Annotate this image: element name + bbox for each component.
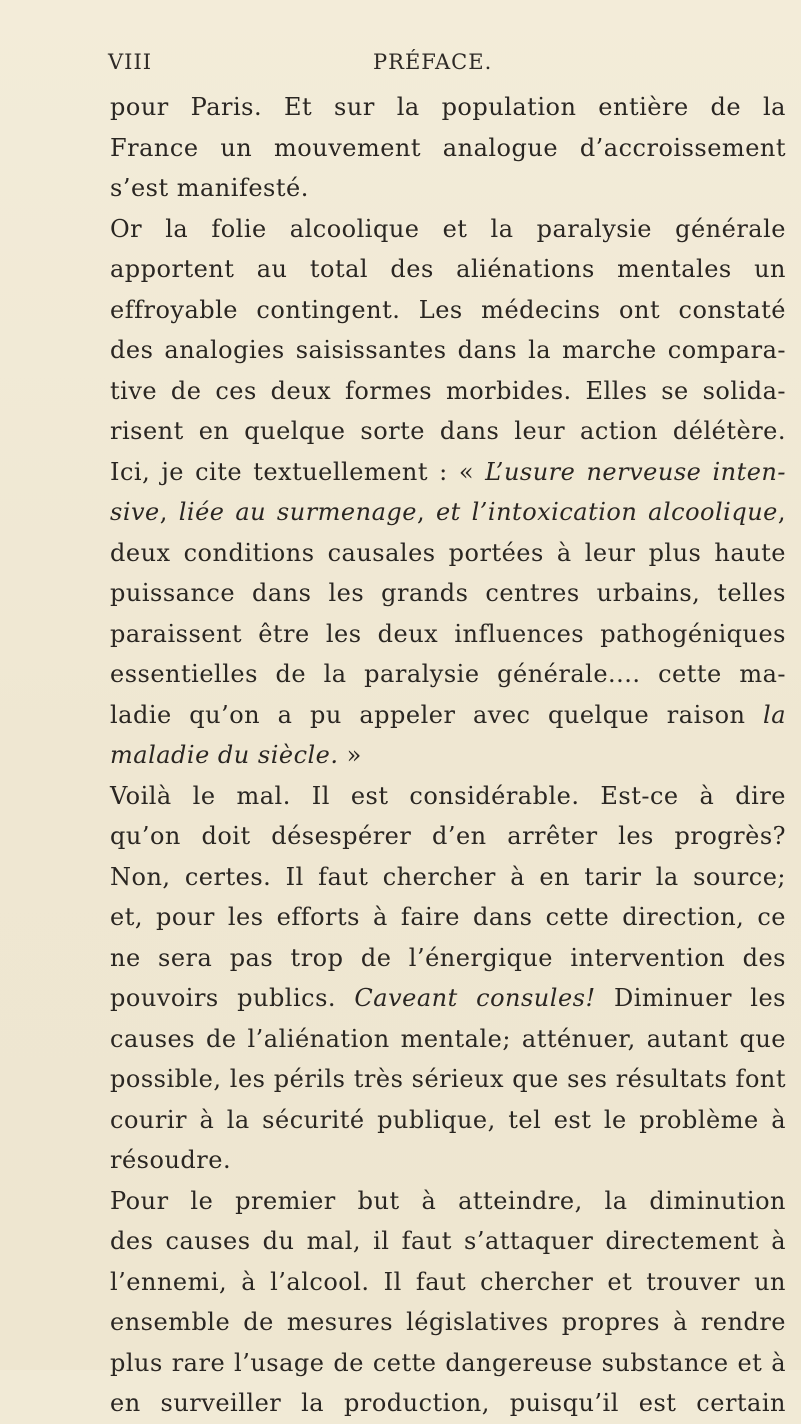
italic-text-segment: et l’intoxication alcoolique xyxy=(435,498,778,526)
text-segment: des causes du mal, il faut s’attaquer directement à xyxy=(110,1227,786,1255)
text-segment: plus rare l’usage de cette dangereuse substance et à xyxy=(110,1348,786,1377)
page-header xyxy=(108,50,798,80)
text-segment: ensemble de mesures législatives propres à rendre xyxy=(110,1308,786,1336)
page-number: VIII xyxy=(108,50,153,74)
text-segment: l’ennemi, à l’alcool. Il faut chercher et trouver un xyxy=(110,1267,786,1296)
text-line xyxy=(110,87,786,128)
text-segment: essentielles de la paralysie générale.... cette ma- xyxy=(110,660,786,688)
italic-text-segment: la xyxy=(763,700,786,729)
text-line xyxy=(110,938,786,979)
text-line xyxy=(110,411,786,452)
text-line xyxy=(110,614,786,655)
text-segment: et, pour les efforts à faire dans cette direction, ce xyxy=(110,903,786,931)
text-line xyxy=(110,1262,786,1303)
text-line xyxy=(110,654,786,695)
text-line xyxy=(110,290,786,331)
text-line xyxy=(110,978,786,1019)
text-line xyxy=(110,1302,786,1343)
italic-text-segment: liée au surmenage xyxy=(178,498,417,526)
italic-text-segment: maladie du siècle. xyxy=(110,741,339,769)
italic-text-segment: Caveant consules! xyxy=(354,984,596,1012)
text-segment: paraissent être les deux influences pathogéniques xyxy=(110,619,786,648)
text-segment: pour Paris. Et sur la population entière de la xyxy=(110,93,786,121)
text-line xyxy=(110,209,786,250)
text-segment: Or la folie alcoolique et la paralysie générale xyxy=(110,214,786,243)
text-segment: causes de l’aliénation mentale; atténuer, autant que xyxy=(110,1024,786,1053)
text-line xyxy=(110,1019,786,1060)
text-segment: s’est manifesté. xyxy=(110,174,309,202)
text-line xyxy=(110,330,786,371)
text-segment: des analogies saisissantes dans la marche compara- xyxy=(110,336,786,364)
text-segment: , xyxy=(416,498,436,526)
text-segment: ladie qu’on a pu appeler avec quelque raison xyxy=(110,700,764,729)
text-line xyxy=(110,1100,786,1141)
text-segment: résoudre. xyxy=(110,1146,232,1174)
text-line xyxy=(110,492,786,533)
body-text xyxy=(110,87,786,1424)
text-segment: Non, certes. Il faut chercher à en tarir la source; xyxy=(110,862,786,891)
text-line xyxy=(110,1221,786,1262)
text-line xyxy=(110,1181,786,1222)
text-line xyxy=(110,452,786,493)
italic-text-segment: L’usure nerveuse inten- xyxy=(485,457,786,486)
text-line xyxy=(110,533,786,574)
text-line xyxy=(110,897,786,938)
text-line xyxy=(110,371,786,412)
text-segment: , xyxy=(159,498,179,526)
text-line xyxy=(110,1383,786,1424)
text-segment: possible, les périls très sérieux que ses résultats font xyxy=(110,1065,786,1093)
text-segment: , xyxy=(777,498,787,526)
text-line xyxy=(110,816,786,857)
text-line xyxy=(110,857,786,898)
text-segment: en surveiller la production, puisqu’il est certain xyxy=(110,1389,786,1417)
text-line xyxy=(110,1343,786,1384)
text-line xyxy=(110,1059,786,1100)
running-head: PRÉFACE. xyxy=(373,50,493,74)
text-line xyxy=(110,1140,786,1181)
text-segment: Diminuer les xyxy=(595,984,786,1012)
text-segment: ne sera pas trop de l’énergique intervention des xyxy=(110,943,786,972)
text-segment: Pour le premier but à atteindre, la diminution xyxy=(110,1186,786,1215)
text-segment: apportent au total des aliénations mentales un xyxy=(110,255,786,283)
text-segment: Ici, je cite textuellement : « xyxy=(110,457,486,486)
text-line xyxy=(110,695,786,736)
text-segment: pouvoirs publics. xyxy=(110,984,355,1012)
text-segment: effroyable contingent. Les médecins ont constaté xyxy=(110,295,786,324)
text-line xyxy=(110,573,786,614)
text-line xyxy=(110,735,786,776)
text-segment: deux conditions causales portées à leur plus haute xyxy=(110,538,786,567)
italic-text-segment: sive xyxy=(110,498,160,526)
text-segment: courir à la sécurité publique, tel est le problème à xyxy=(110,1105,786,1134)
text-segment: qu’on doit désespérer d’en arrêter les progrès? xyxy=(110,822,786,850)
text-segment: tive de ces deux formes morbides. Elles se solida- xyxy=(110,376,786,405)
text-line xyxy=(110,168,786,209)
text-segment: puissance dans les grands centres urbains, telles xyxy=(110,579,786,607)
text-line xyxy=(110,249,786,290)
text-line xyxy=(110,776,786,817)
text-segment: risent en quelque sorte dans leur action délétère. xyxy=(110,417,786,445)
text-line xyxy=(110,128,786,169)
text-segment: » xyxy=(338,741,362,769)
text-segment: France un mouvement analogue d’accroissement xyxy=(110,133,786,162)
text-segment: Voilà le mal. Il est considérable. Est-ce à dire xyxy=(110,781,786,810)
